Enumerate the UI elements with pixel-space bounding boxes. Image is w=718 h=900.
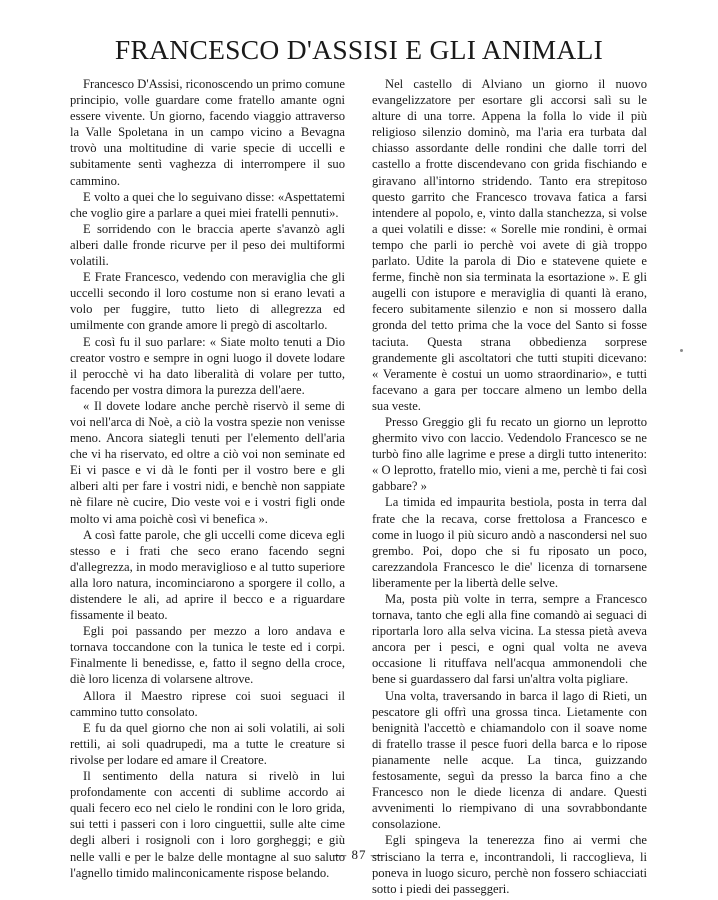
page-number: — 87 — [333, 847, 385, 862]
paragraph: Ma, posta più volte in terra, sempre a Francesco tornava, tanto che egli alla fine comandò ai seguaci di riportarla loro alla selva vicina. La stessa pietà aveva ancora per i pesci, e ogni qual volta ne aveva occasione li rituffava nell'acqua ammonendoli che bene si guardassero dal farsi un'altra volta pigliare. [372, 592, 647, 687]
paragraph: A così fatte parole, che gli uccelli come diceva egli stesso e i frati che seco erano facendo segni d'allegrezza, in modo meraviglioso e al tutto superiore alla loro natura, incominciarono a sporgere il collo, a distendere le ali, ad aprire il becco e a riguardare fissamente il beato. [70, 527, 345, 623]
left-column [70, 76, 345, 881]
paragraph: La timida ed impaurita bestiola, posta in terra dal frate che la recava, corse frettolosa a Francesco e come in luogo il più sicuro andò a nascondersi nel suo grembo. Poi, dopo che si fu riposato un poco, carezzandola Francesco le die' licenza di tornarsene liberamente per la libertà delle selve. [372, 495, 647, 590]
paragraph: E sorridendo con le braccia aperte s'avanzò agli alberi dalle fronde ricurve per il peso dei multiformi volatili. [70, 221, 345, 269]
paragraph: Allora il Maestro riprese coi suoi seguaci il cammino tutto consolato. [70, 688, 345, 719]
paragraph: Nel castello di Alviano un giorno il nuovo evangelizzatore per esortare gli accorsi salì su le alture di una torre. Appena la folla lo vide il più religioso silenzio dominò, ma l'aria era turbata dal chiasso assordante delle rondini che dalle torri del castello a frotte discendevano con grida fischiando e giravano all'intorno stridendo. Tanto era strepitoso questo garrito che Francesco trovava fatica a farsi intendere al popolo, e, vinto dalla stanchezza, si volse a quei volatili e disse: « Sorelle mie rondini, è ormai tempo che parli io perchè voi avete di già troppo parlato. Udite la parola di Dio e statevene quiete e ferme, finchè non sia terminata la esortazione ». E gli augelli con istupore e meraviglia di quanti là erano, fecero subitamente silenzio e non si mossero dalla gronda del tetto prima che la voce del Santo si fosse taciuta. Questa strana obbedienza sorprese grandemente gli ascoltatori che tutti stupiti dicevano: « Veramente è costui un uomo straordinario», e tutti facevano a gara per toccare almeno un lembo della sua veste. [372, 77, 647, 413]
paragraph: E così fu il suo parlare: « Siate molto tenuti a Dio creator vostro e sempre in ogni luogo il dovete lodare il perocchè vi ha dato liberalità di volare per tutto, facendo per vostra dimora la purezza dell'aere. [70, 334, 345, 397]
paragraph: Una volta, traversando in barca il lago di Rieti, un pescatore gli offrì una grossa tinca. Lietamente con benignità l'accettò e chiamandolo con il soave nome di fratello trasse il pesce fuori della barca e lo ripose pianamente nelle acque. La tinca, guizzando festosamente, seguì da presso la barca fino a che Francesco non le diede licenza di andare. Questi avvenimenti lo riempivano di una sovrabbondante consolazione. [372, 688, 647, 832]
paragraph: Il sentimento della natura si rivelò in lui profondamente con accenti di sublime accordo ai quali fecero eco nel cielo le rondini con le loro grida, sui tetti i passeri con i loro cinguettii, sulle alte cime degli alberi i rosignoli con i loro gorgheggi; e giù nelle valli e per le balze delle montagne al suo saluto l'agnello timido malinconicamente rispose belando. [70, 769, 345, 880]
paragraph: E Frate Francesco, vedendo con meraviglia che gli uccelli secondo il loro costume non si erano levati a volo per fuggire, tutto lieto di allegrezza ed umilmente con grande amore li pregò di ascoltarlo. [70, 270, 345, 333]
paragraph: Francesco D'Assisi, riconoscendo un primo comune principio, volle guardare come fratello amante ogni essere vivente. Un giorno, facendo viaggio attraverso la Valle Spoletana in un campo vicino a Bevagna trovò una moltitudine di varie specie di uccelli e subitamente sentì vaghezza di interrompere il suo cammino. [70, 77, 345, 188]
ink-speck [680, 349, 683, 352]
paragraph: E volto a quei che lo seguivano disse: «Aspettatemi che voglio gire a parlare a quei miei fratelli pennuti». [70, 189, 345, 220]
page-title: FRANCESCO D'ASSISI E GLI ANIMALI [114, 34, 604, 65]
paragraph: Egli poi passando per mezzo a loro andava e tornava toccandone con la tunica le teste ed i corpi. Finalmente li benedisse, e, fatto il segno della croce, diè loro licenza di volarsene altrove. [70, 624, 345, 687]
paragraph: Presso Greggio gli fu recato un giorno un leprotto ghermito vivo con laccio. Vedendolo Francesco se ne turbò fino alle lagrime e prese a dirgli tutto intenerito: « O leprotto, fratello mio, vieni a me, perchè ti fai così gabbare? » [372, 414, 647, 494]
paragraph: E fu da quel giorno che non ai soli volatili, ai soli rettili, ai soli quadrupedi, ma a tutte le creature si rivolse per lodare ed amare il Creatore. [70, 720, 345, 767]
right-column [372, 76, 647, 897]
paragraph: « Il dovete lodare anche perchè riservò il seme di voi nell'arca di Noè, a ciò la vostra spezie non venisse meno. Ancora siategli tenuti per l'elemento dell'aria che vi ha riservato, ed oltre a ciò voi non seminate ed Ei vi pasce e vi dà le fonti per il vostro bere e gli alberi alti per fare i vostri nidi, e benchè non sappiate nè filare nè cucire, Dio veste voi e i vostri figli onde molto vi ama poichè così vi benefica ». [70, 398, 345, 526]
paragraph: Egli spingeva la tenerezza fino ai vermi che strisciano la terra e, incontrandoli, li raccoglieva, li poneva in luogo sicuro, perchè non fossero schiacciati sotto i piedi dei passeggeri. [372, 833, 647, 896]
